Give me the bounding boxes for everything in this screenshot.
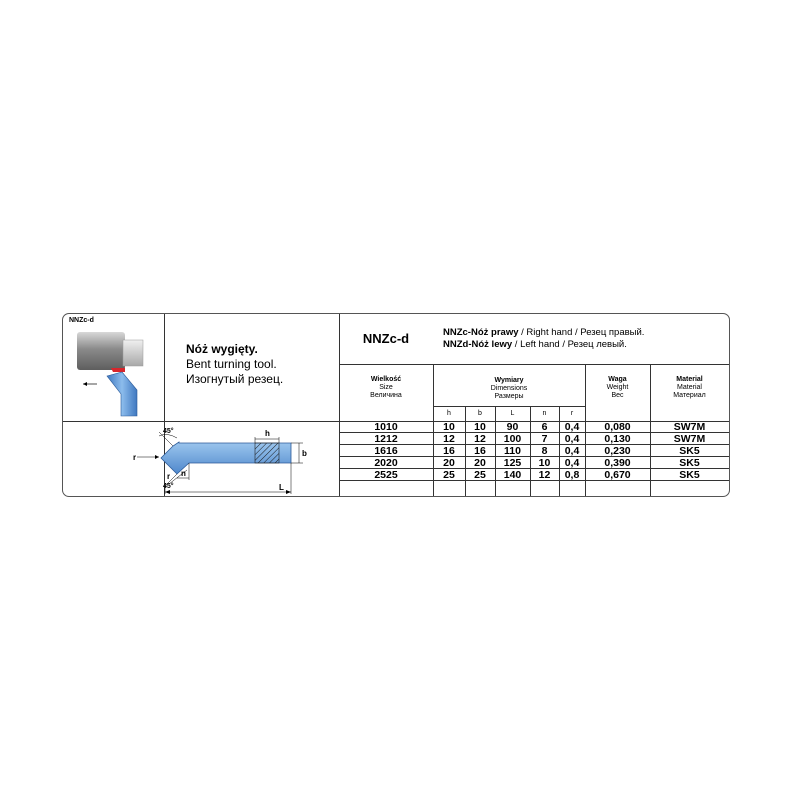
dim-label-L: L <box>510 410 515 417</box>
label-b: b <box>302 449 307 458</box>
header-material: Material Material Материал <box>673 376 706 399</box>
label-r-tip: r <box>167 472 171 481</box>
dim-label-h: h <box>447 410 451 417</box>
right-hand-description: NNZc-Nóż prawy / Right hand / Резец правый. <box>443 327 645 338</box>
title-english: Bent turning tool. <box>186 357 277 371</box>
workpiece-illustration <box>77 328 157 418</box>
label-r: r <box>133 453 137 462</box>
dim-label-b: b <box>478 410 482 417</box>
tool-technical-drawing <box>129 422 337 497</box>
product-spec-card: NNZc-d Nóż wygięty. Bent turning tool. Изогнутый резец. NNZc-d NNZc-Nóż prawy / Right hand / Резец правый. NNZd-Nóż lewy / Left hand / Резец левый. Wielkość Size Величина Wymiary Dimensions Размеры Waga Weight Вес Material Material Материал h b L n r 1010 10 10 90 6 0,4 0,080 SW7M 1212 12 12 100 7 0,4 0,130 SW7M 1616 16 16 110 8 0,4 0,230 SK5 2020 20 20 125 10 0,4 0,390 SK5 2525 25 25 140 12 0,8 0,670 SK5 45° 45° h b r r n L <box>62 313 730 497</box>
label-angle-bottom: 45° <box>163 483 174 490</box>
header-weight: Waga Weight Вес <box>606 376 629 399</box>
tool-code-small: NNZc-d <box>69 317 94 324</box>
header-dimensions: Wymiary Dimensions Размеры <box>490 377 528 400</box>
label-L: L <box>279 483 284 492</box>
dim-label-r: r <box>570 410 574 417</box>
label-n: n <box>181 469 186 478</box>
header-size: Wielkość Size Величина <box>370 376 402 399</box>
title-russian: Изогнутый резец. <box>186 372 284 386</box>
dim-label-n: n <box>542 410 547 417</box>
tool-code: NNZc-d <box>362 331 410 346</box>
label-angle-top: 45° <box>163 428 174 435</box>
label-h: h <box>265 429 270 438</box>
title-polish: Nóż wygięty. <box>186 342 258 356</box>
left-hand-description: NNZd-Nóż lewy / Left hand / Резец левый. <box>443 339 627 350</box>
